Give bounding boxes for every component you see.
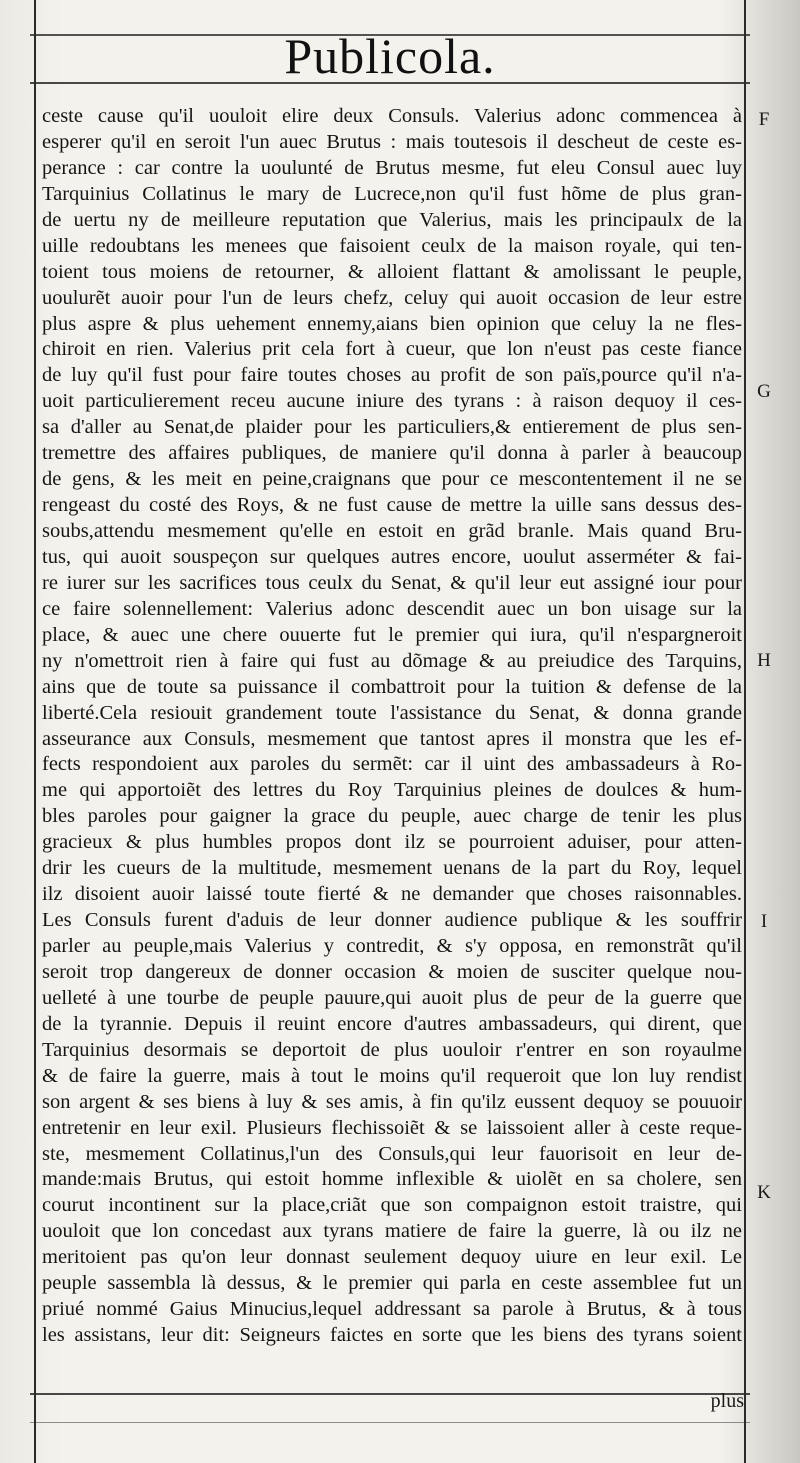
catchword: plus [710,1390,744,1412]
text-line: ste, mesmement Collatinus,l'un des Consuls,qui leur fauorisoit en leur de- [42,1142,742,1165]
text-line: uelleté à une tourbe de peuple pauure,qui auoit plus de peur de la guerre que [42,986,742,1009]
text-line: uoulurẽt auoir pour l'un de leurs chefz, celuy qui auoit occasion de leur estre [42,286,742,309]
text-line: Les Consuls furent d'aduis de leur donner audience publique & les souffrir [42,909,742,932]
text-line: entretenir en leur exil. Plusieurs flechissoiẽt & se laissoient aller à ceste reque- [42,1116,742,1139]
margin-letter-h: H [757,650,771,671]
text-line: sa d'aller au Senat,de plaider pour les particuliers,& entierement de plus sen- [42,416,742,439]
text-line: Tarquinius Collatinus le mary de Lucrece,non qu'il fust hõme de plus gran- [42,182,742,205]
text-line: tus, qui auoit souspeçon sur quelques autres encore, uoulut asserméter & fai- [42,545,742,568]
text-line: parler au peuple,mais Valerius y contredit, & s'y opposa, en remonstrãt qu'il [42,935,742,957]
text-line: me qui apportoiẽt des lettres du Roy Tarquinius pleines de doulces & hum- [42,779,742,802]
text-line: de uertu ny de meilleure reputation que Valerius, mais les principaulx de la [42,208,742,231]
text-line: & de faire la guerre, mais à tout le moins qu'il requeroit que lon luy rendist [42,1064,742,1087]
text-line: les assistans, leur dit: Seigneurs faictes en sorte que les biens des tyrans soient [42,1324,742,1347]
text-line: place, & auec une chere ouuerte fut le premier qui iura, qu'il n'espargneroit [42,623,742,646]
text-line: courut incontinent sur la place,criãt que son compaignon estoit traistre, qui [42,1194,742,1217]
text-line: peuple sassembla là dessus, & le premier qui parla en ceste assemblee fut un [42,1272,742,1295]
text-line: perance : car contre la uoulunté de Brutus mesme, fut eleu Consul auec luy [42,156,742,179]
margin-letter-i: I [760,911,768,932]
footer-rule [30,1393,750,1395]
text-line: ny n'omettroit rien à faire qui fust au dõmage & au preiudice des Tarquins, [42,649,742,672]
text-line: uoit particulierement receu aucune iniure des tyrans : à raison dequoy il ces- [42,390,742,413]
text-line: liberté.Cela resiouit grandement toute l'assistance du Senat, & donna grande [42,701,742,724]
text-line: re iurer sur les sacrifices tous ceulx du Senat, & qu'il leur eut assigné iour pour [42,571,742,594]
page-title: Publicola. [284,28,496,84]
text-line: toient tous moiens de retourner, & alloient flattant & amolissant le peuple, [42,260,742,283]
text-line: ceste cause qu'il uouloit elire deux Consuls. Valerius adonc commencea à [42,105,742,127]
text-line: chiroit en rien. Valerius prit cela fort à cueur, que lon n'eust pas ceste fiance [42,338,742,361]
text-line: ce faire solennellement: Valerius adonc descendit auec un bon uisage sur la [42,597,742,620]
text-line: tremettre des affaires publiques, de maniere qu'il donna à parler à beaucoup [42,442,742,465]
text-line: mande:mais Brutus, qui estoit homme inflexible & uiolẽt en sa cholere, sen [42,1168,742,1191]
text-line: gracieux & plus humbles propos dont ilz se pourroient aduiser, pour atten- [42,831,742,854]
text-line: asseurance aux Consuls, mesmement que tantost apres il monstra que les ef- [42,727,742,750]
text-line: plus aspre & plus uehement ennemy,aians bien opinion que celuy la ne fles- [42,312,742,335]
text-line: fects respondoient aux paroles du sermẽt: car il uint des ambassadeurs à Ro- [42,753,742,776]
text-line: esperer qu'il en seroit l'un auec Brutus : mais toutesois il descheut de ceste es- [42,130,742,153]
left-margin-rule [34,0,36,1463]
margin-letter-f: F [758,109,770,130]
text-line: meritoient pas qu'on leur donnast seulement dequoy uiure en leur exil. Le [42,1246,742,1269]
text-line: bles paroles pour gaigner la grace du peuple, auec charge de tenir les plus [42,805,742,828]
right-margin-rule [744,0,746,1463]
text-line: de luy qu'il fust pour faire toutes choses au profit de son païs,pource qu'il n'a- [42,364,742,387]
running-header [36,28,744,84]
text-line: drir les cueurs de la multitude, mesmement uenans de la part du Roy, lequel [42,857,742,880]
body-text [42,104,742,1349]
margin-letter-k: K [757,1182,771,1203]
text-line: uille redoubtans les menees que faisoient ceulx de la maison royale, qui ten- [42,234,742,257]
margin-letter-g: G [757,381,771,402]
text-line: priué nommé Gaius Minucius,lequel addressant sa parole à Brutus, & à tous [42,1298,742,1321]
text-line: rengeast du costé des Roys, & ne fust cause de mettre la uille sans dessus des- [42,494,742,517]
text-line: ains que de toute sa puissance il combattroit pour la tuition & defense de la [42,675,742,698]
text-line: de gens, & les meit en peine,craignans que pour ce mescontentement il ne se [42,468,742,491]
text-line: soubs,attendu mesmement qu'elle en estoit en grãd branle. Mais quand Bru- [42,520,742,542]
text-line: Tarquinius desormais se deportoit de plus uouloir r'entrer en son royaulme [42,1038,742,1061]
text-line: son argent & ses biens à luy & ses amis, à fin qu'ilz eussent dequoy se pouuoir [42,1090,742,1113]
text-line: seroit trop dangereux de donner occasion & moien de susciter quelque nou- [42,960,742,983]
text-line: ilz disoient auoir laissé toute fierté & ne demander que choses raisonnables. [42,883,742,906]
bottom-rule [30,1422,750,1423]
text-line: de la tyrannie. Depuis il reuint encore d'autres ambassadeurs, qui dirent, que [42,1012,742,1035]
text-line: uouloit que lon concedast aux tyrans matiere de faire la guerre, là ou ilz ne [42,1220,742,1243]
